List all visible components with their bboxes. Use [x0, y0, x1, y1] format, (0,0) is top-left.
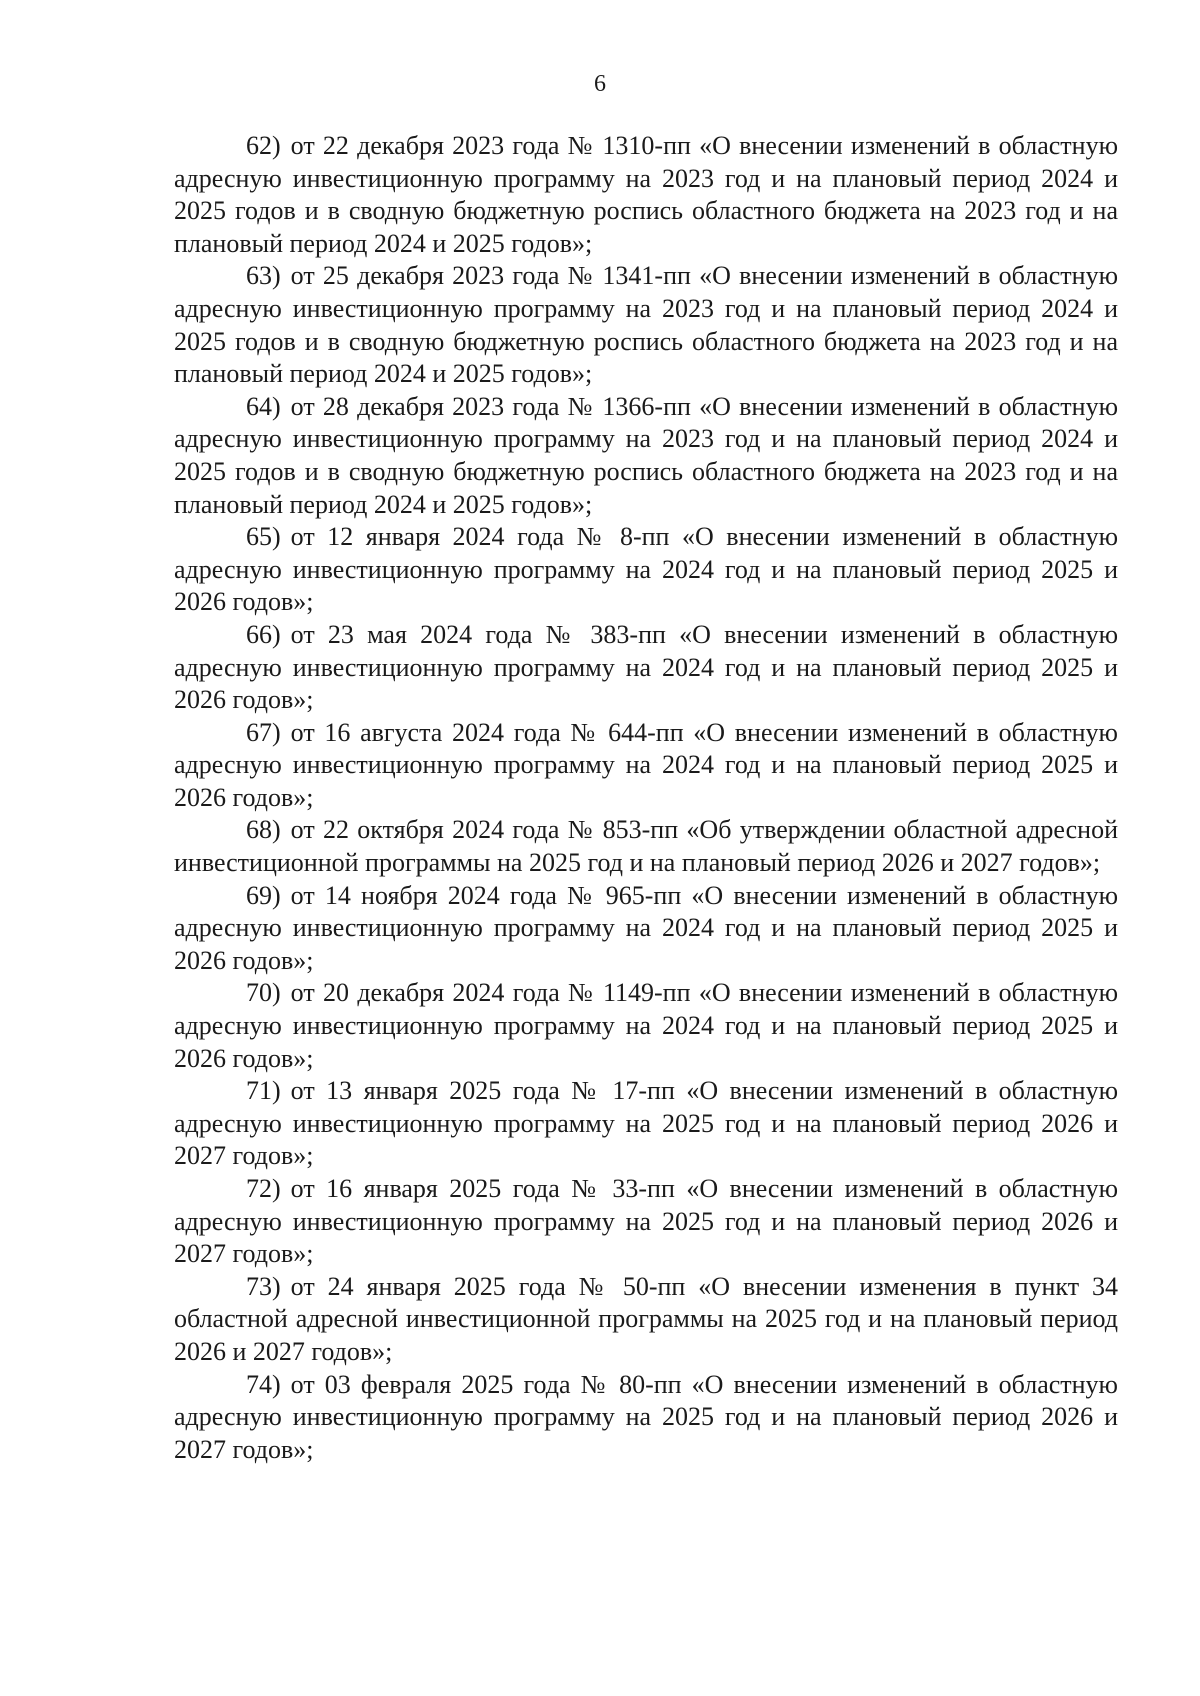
- list-item: [174, 1271, 1118, 1369]
- item-number: 74): [246, 1369, 281, 1399]
- item-text: от 24 января 2025 года № 50-пп «О внесении изменения в пункт 34 областной адресной инвестиционной программы на 2025 год и на плановый период 2026 и 2027 годов»;: [174, 1271, 1118, 1366]
- item-text: от 14 ноября 2024 года № 965-пп «О внесении изменений в областную адресную инвестиционную программу на 2024 год и на плановый период 2025 и 2026 годов»;: [174, 880, 1118, 975]
- item-number: 73): [246, 1271, 281, 1301]
- item-number: 66): [246, 619, 281, 649]
- item-number: 70): [246, 978, 281, 1008]
- list-item: [174, 814, 1118, 879]
- item-text: от 16 января 2025 года № 33-пп «О внесении изменений в областную адресную инвестиционную программу на 2025 год и на плановый период 2026 и 2027 годов»;: [174, 1174, 1118, 1269]
- item-number: 72): [246, 1174, 281, 1203]
- item-text: от 28 декабря 2023 года № 1366-пп «О внесении изменений в областную адресную инвестиционную программу на 2023 год и на плановый период 2024 и 2025 годов и в сводную бюджетную роспись областного бюджета на 2023 год и на плановый период 2024 и 2025 годов»;: [174, 391, 1118, 519]
- item-text: от 22 октября 2024 года № 853-пп «Об утверждении областной адресной инвестиционной программы на 2025 год и на плановый период 2026 и 2027 годов»;: [174, 815, 1118, 878]
- list-item: [174, 619, 1118, 717]
- item-number: 71): [246, 1076, 281, 1106]
- item-number: 65): [246, 522, 281, 552]
- list-item: [174, 1173, 1118, 1271]
- item-text: от 13 января 2025 года № 17-пп «О внесении изменений в областную адресную инвестиционную программу на 2025 год и на плановый период 2026 и 2027 годов»;: [174, 1076, 1118, 1171]
- list-item: [174, 521, 1118, 619]
- document-body: [174, 130, 1118, 1466]
- item-text: от 25 декабря 2023 года № 1341-пп «О внесении изменений в областную адресную инвестиционную программу на 2023 год и на плановый период 2024 и 2025 годов и в сводную бюджетную роспись областного бюджета на 2023 год и на плановый период 2024 и 2025 годов»;: [174, 261, 1118, 389]
- item-text: от 03 февраля 2025 года № 80-пп «О внесении изменений в областную адресную инвестиционную программу на 2025 год и на плановый период 2026 и 2027 годов»;: [174, 1369, 1118, 1464]
- list-item: [174, 717, 1118, 815]
- item-number: 63): [246, 261, 281, 291]
- list-item: [174, 130, 1118, 260]
- item-number: 69): [246, 880, 281, 910]
- item-number: 64): [246, 391, 281, 421]
- list-item: [174, 1075, 1118, 1173]
- list-item: [174, 880, 1118, 978]
- list-item: [174, 260, 1118, 390]
- item-number: 68): [246, 815, 281, 845]
- list-item: [174, 977, 1118, 1075]
- item-text: от 23 мая 2024 года № 383-пп «О внесении изменений в областную адресную инвестиционную программу на 2024 год и на плановый период 2025 и 2026 годов»;: [174, 619, 1118, 715]
- list-item: [174, 1369, 1118, 1467]
- page-number: 6: [594, 71, 606, 97]
- item-text: от 16 августа 2024 года № 644-пп «О внесении изменений в областную адресную инвестиционную программу на 2024 год и на плановый период 2025 и 2026 годов»;: [174, 717, 1118, 812]
- item-text: от 20 декабря 2024 года № 1149-пп «О внесении изменений в областную адресную инвестиционную программу на 2024 год и на плановый период 2025 и 2026 годов»;: [174, 978, 1118, 1073]
- list-item: [174, 391, 1118, 521]
- item-number: 67): [246, 717, 281, 747]
- item-number: 62): [246, 131, 281, 160]
- item-text: от 22 декабря 2023 года № 1310-пп «О внесении изменений в областную адресную инвестиционную программу на 2023 год и на плановый период 2024 и 2025 годов и в сводную бюджетную роспись областного бюджета на 2023 год и на плановый период 2024 и 2025 годов»;: [174, 131, 1118, 258]
- item-text: от 12 января 2024 года № 8-пп «О внесении изменений в областную адресную инвестиционную программу на 2024 год и на плановый период 2025 и 2026 годов»;: [174, 522, 1118, 617]
